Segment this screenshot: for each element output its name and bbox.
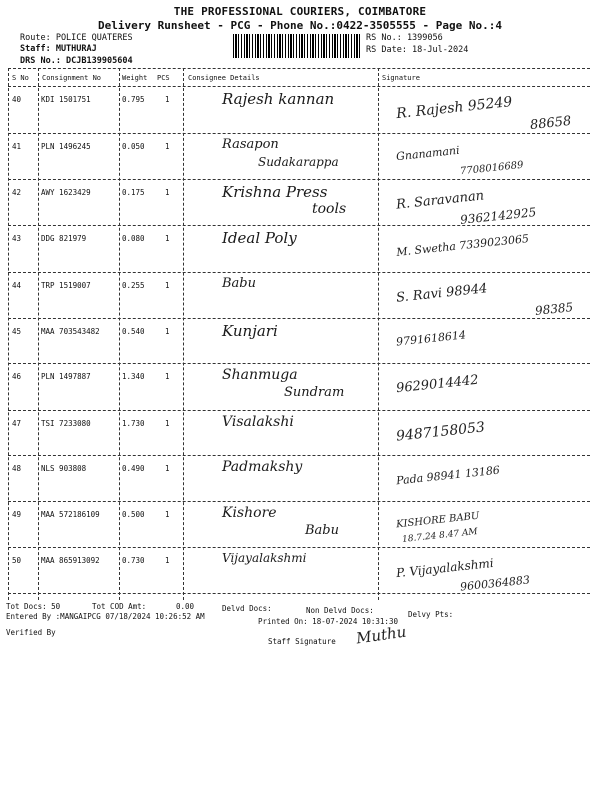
receiver-signature: Pada 98941 13186 xyxy=(395,463,501,488)
pcs-value: 1 xyxy=(165,327,170,336)
row-divider xyxy=(8,225,590,226)
pcs-value: 1 xyxy=(165,372,170,381)
staff-label: Staff: MUTHURAJ xyxy=(20,44,97,54)
weight-value: 0.490 xyxy=(122,464,145,473)
consignee-name-line2: Sundram xyxy=(284,385,345,400)
row-divider xyxy=(8,593,590,594)
page-title: THE PROFESSIONAL COURIERS, COIMBATORE xyxy=(173,5,427,18)
weight-value: 0.540 xyxy=(122,327,145,336)
pcs-value: 1 xyxy=(165,556,170,565)
consignee-name: Babu xyxy=(222,276,256,291)
delvd-docs: Delvd Docs: xyxy=(222,604,272,613)
serial-number: 45 xyxy=(12,327,22,336)
weight-value: 0.175 xyxy=(122,188,145,197)
tot-cod-label: Tot COD Amt: xyxy=(92,602,147,611)
row-divider xyxy=(8,363,590,364)
weight-value: 1.340 xyxy=(122,372,145,381)
weight-value: 0.255 xyxy=(122,281,145,290)
receiver-signature: P. Vijayalakshmi xyxy=(395,555,495,581)
verified-by: Verified By xyxy=(6,628,56,637)
tot-docs: Tot Docs: 50 xyxy=(6,602,61,611)
col-divider xyxy=(378,68,379,600)
serial-number: 46 xyxy=(12,372,22,381)
consignee-name: Krishna Press xyxy=(222,183,328,201)
pcs-value: 1 xyxy=(165,142,170,151)
weight-value: 0.730 xyxy=(122,556,145,565)
consignment-number: MAA 865913092 xyxy=(41,556,100,565)
non-delvd-docs: Non Delvd Docs: xyxy=(306,606,374,615)
staff-signature-label: Staff Signature xyxy=(268,637,336,646)
rs-date: RS Date: 18-Jul-2024 xyxy=(366,45,469,55)
staff-signature-scrawl: Muthu xyxy=(354,622,408,648)
consignment-number: AWY 1623429 xyxy=(41,188,91,197)
printed-on: Printed On: 18-07-2024 10:31:30 xyxy=(258,617,398,626)
serial-number: 49 xyxy=(12,510,22,519)
consignment-number: MAA 572186109 xyxy=(41,510,100,519)
weight-value: 0.080 xyxy=(122,234,145,243)
consignment-number: MAA 703543482 xyxy=(41,327,100,336)
col-header-consignee: Consignee Details xyxy=(188,74,260,82)
row-divider xyxy=(8,133,590,134)
pcs-value: 1 xyxy=(165,510,170,519)
pcs-value: 1 xyxy=(165,281,170,290)
receiver-phone: 18.7.24 8.47 AM xyxy=(401,527,479,545)
serial-number: 47 xyxy=(12,419,22,428)
row-divider xyxy=(8,501,590,502)
barcode-image xyxy=(233,34,360,58)
receiver-phone: 7708016689 xyxy=(459,159,525,178)
row-divider xyxy=(8,179,590,180)
col-header-weight: Weight xyxy=(122,74,148,82)
receiver-signature: 9791618614 xyxy=(395,328,467,349)
consignee-name: Vijayalakshmi xyxy=(222,551,307,565)
receiver-signature: R. Rajesh 95249 xyxy=(395,93,513,123)
col-divider xyxy=(38,68,39,600)
row-divider xyxy=(8,318,590,319)
entered-by: Entered By :MANGAIPCG 07/18/2024 10:26:52 AM xyxy=(6,612,205,621)
serial-number: 41 xyxy=(12,142,22,151)
row-divider xyxy=(8,547,590,548)
drs-label: DRS No.: DCJB139905604 xyxy=(20,56,133,66)
tot-cod-value: 0.00 xyxy=(176,602,195,611)
consignee-name: Rasapon xyxy=(222,137,279,152)
page-subtitle: Delivery Runsheet - PCG - Phone No.:0422-3505555 - Page No.:4 xyxy=(98,19,502,32)
receiver-signature: M. Swetha 7339023065 xyxy=(395,232,530,259)
route-label: Route: POLICE QUATERES xyxy=(20,33,133,43)
weight-value: 0.050 xyxy=(122,142,145,151)
serial-number: 43 xyxy=(12,234,22,243)
pcs-value: 1 xyxy=(165,234,170,243)
receiver-signature: Gnanamani xyxy=(395,143,461,164)
receiver-signature: 9487158053 xyxy=(395,419,486,445)
pcs-value: 1 xyxy=(165,95,170,104)
table-top-border xyxy=(8,68,590,69)
consignee-name-line2: Babu xyxy=(305,523,339,538)
consignee-name: Shanmuga xyxy=(222,367,298,383)
receiver-phone: 9600364883 xyxy=(459,573,531,594)
consignment-number: KDI 1501751 xyxy=(41,95,91,104)
consignee-name-line2: Sudakarappa xyxy=(258,155,339,169)
consignment-number: PLN 1496245 xyxy=(41,142,91,151)
header-divider xyxy=(8,86,590,87)
row-divider xyxy=(8,410,590,411)
pcs-value: 1 xyxy=(165,419,170,428)
consignment-number: NLS 903808 xyxy=(41,464,87,473)
consignee-name: Padmakshy xyxy=(222,459,303,475)
serial-number: 40 xyxy=(12,95,22,104)
row-divider xyxy=(8,272,590,273)
serial-number: 50 xyxy=(12,556,22,565)
consignee-name-line2: tools xyxy=(312,201,347,217)
serial-number: 48 xyxy=(12,464,22,473)
weight-value: 0.500 xyxy=(122,510,145,519)
col-divider xyxy=(119,68,120,600)
serial-number: 44 xyxy=(12,281,22,290)
weight-value: 1.730 xyxy=(122,419,145,428)
consignee-name: Rajesh kannan xyxy=(222,90,335,108)
pcs-value: 1 xyxy=(165,464,170,473)
serial-number: 42 xyxy=(12,188,22,197)
pcs-value: 1 xyxy=(165,188,170,197)
row-divider xyxy=(8,455,590,456)
rs-number: RS No.: 1399056 xyxy=(366,33,443,43)
consignee-name: Kishore xyxy=(222,505,277,521)
consignment-number: DDG 821979 xyxy=(41,234,87,243)
col-divider xyxy=(8,68,9,600)
receiver-phone: 88658 xyxy=(529,113,573,134)
receiver-phone: 98385 xyxy=(534,300,574,318)
consignee-name: Kunjari xyxy=(222,322,278,340)
consignment-number: PLN 1497887 xyxy=(41,372,91,381)
delvy-pts: Delvy Pts: xyxy=(408,610,454,619)
receiver-phone: 9362142925 xyxy=(459,205,537,227)
weight-value: 0.795 xyxy=(122,95,145,104)
consignment-number: TSI 7233080 xyxy=(41,419,91,428)
col-header-consignment: Consignment No xyxy=(42,74,102,82)
col-header-pcs: PCS xyxy=(157,74,170,82)
col-divider xyxy=(183,68,184,600)
consignee-name: Visalakshi xyxy=(222,414,294,430)
col-header-signature: Signature xyxy=(382,74,420,82)
consignee-name: Ideal Poly xyxy=(222,229,297,247)
receiver-signature: KISHORE BABU xyxy=(395,510,480,531)
receiver-signature: 9629014442 xyxy=(395,372,480,397)
receiver-signature: S. Ravi 98944 xyxy=(395,281,489,306)
consignment-number: TRP 1519007 xyxy=(41,281,91,290)
receiver-signature: R. Saravanan xyxy=(395,188,485,213)
col-header-sno: S No xyxy=(12,74,29,82)
